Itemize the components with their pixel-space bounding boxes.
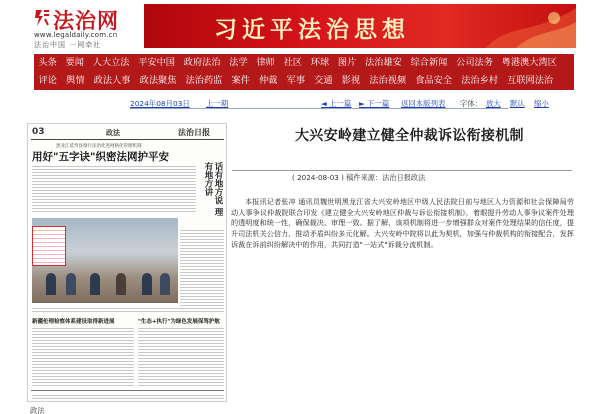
nav-item-gongsi-fawu[interactable]: 公司法务 (456, 57, 493, 68)
nav-item-zonghe-xinwen[interactable]: 综合新闻 (410, 57, 448, 68)
font-large-button[interactable]: 放大 (486, 99, 501, 108)
nav-item-faxue[interactable]: 法学 (229, 57, 248, 68)
paper-text-block (32, 393, 224, 400)
site-logo-text[interactable]: 法治网 (53, 8, 119, 33)
article-body: 本报讯记者张冲 通讯员魏世明黑龙江省大兴安岭地区中级人民法院日前与地区人力资源和社会保障局劳动人事争议仲裁院联合印发《建立健全大兴安岭地区仲裁与诉讼衔接机制》，着眼提升劳动人事争议案件处理的透明度和统一性，确保裁决、审理一致。据了解，该项机制将进一步增强群众对案件处理结果的信任度，提升司法机关公信力，推动矛盾纠纷多元化解。大兴安岭中院将以此为契机，加强与仲裁机构的衔接配合，发挥诉裁在诉前纠纷解决中的作用，共同打造"一站式"诉裁分流机制。 (231, 197, 574, 249)
paper-text-block (32, 164, 196, 214)
issue-date-link[interactable]: 2024年08月03日 (130, 99, 190, 108)
font-default-button[interactable]: 默认 (510, 99, 525, 108)
nav-row-2 (34, 72, 574, 90)
nav-item-pingan-zhongguo[interactable]: 平安中国 (138, 57, 175, 68)
next-article-link[interactable]: ► 下一篇 (359, 99, 390, 108)
nav-item-hulianwang-fazhi[interactable]: 互联网法治 (507, 75, 554, 86)
paper-kicker: 黑龙江延寿县推行法治化进网格化管理机制 (56, 144, 142, 149)
paper-headline-3[interactable]: "生态+执行"为绿色发展保驾护航 (138, 319, 220, 325)
nav-row-1 (34, 54, 574, 72)
nav-item-yuqing[interactable]: 舆情 (66, 75, 85, 86)
logo-icon[interactable] (34, 8, 50, 28)
nav-item-huanqiu[interactable]: 环球 (310, 57, 330, 68)
nav-item-yingshi[interactable]: 影视 (341, 75, 361, 86)
site-header (0, 0, 600, 52)
nav-item-fazhi-shipin[interactable]: 法治视频 (369, 75, 407, 86)
nav-item-toutiao[interactable]: 头条 (38, 57, 57, 68)
nav-item-fazhi-yaojian[interactable]: 法治药监 (185, 75, 223, 86)
paper-bottom-rule (31, 390, 224, 391)
nav-item-anjian[interactable]: 案件 (231, 75, 250, 86)
nav-item-greater-bay-area[interactable]: 粤港澳大湾区 (501, 57, 557, 68)
photo-figure (90, 273, 100, 295)
nav-item-jiaotong[interactable]: 交通 (314, 75, 333, 86)
photo-figure (160, 273, 170, 295)
paper-main-headline[interactable]: 用好"五字诀"织密法网护平安 (32, 151, 169, 163)
nav-item-pinglun[interactable]: 评论 (38, 75, 57, 86)
paper-masthead: 法治日报 (178, 127, 210, 137)
previous-article-link[interactable]: ◄ 上一篇 (321, 99, 352, 108)
paper-headline-2[interactable]: 新疆伦理检察体系建设取得新进展 (32, 319, 115, 325)
photo-figure (46, 273, 56, 295)
banner-title: 习近平法治思想 (214, 16, 410, 43)
main-nav (34, 54, 574, 90)
font-small-button[interactable]: 缩小 (534, 99, 549, 108)
nav-item-junshi[interactable]: 军事 (286, 75, 306, 86)
photo-figure (66, 273, 76, 295)
nav-item-shequ[interactable]: 社区 (283, 57, 302, 68)
paper-text-block (138, 326, 224, 388)
banner-decoration-icon (466, 4, 576, 48)
return-to-list-link[interactable]: 返回本版列表 (401, 99, 446, 108)
nav-item-renda-lifa[interactable]: 人大立法 (92, 57, 130, 68)
nav-item-fazhi-xiangcun[interactable]: 法治乡村 (461, 75, 498, 86)
article-meta: ( 2024-08-03 ) 稿件来源：法治日报政法 (232, 170, 572, 183)
paper-text-block (32, 306, 224, 314)
photo-figure (116, 273, 126, 295)
nav-item-zhengfu-fazhi[interactable]: 政府法治 (183, 57, 221, 68)
paper-text-block (32, 326, 134, 388)
font-size-label: 字体： (460, 99, 483, 108)
site-slogan: 法治中国 一网牵社 (34, 41, 102, 49)
nav-item-zhengfa-renshi[interactable]: 政法人事 (93, 75, 131, 86)
newspaper-page-thumbnail[interactable] (27, 123, 227, 402)
nav-item-lvshi[interactable]: 律师 (256, 57, 275, 68)
paper-page-number: 03 (32, 127, 45, 137)
paper-top-rule (31, 139, 224, 140)
banner[interactable] (144, 4, 576, 48)
nav-item-yaowen[interactable]: 要闻 (65, 57, 84, 68)
paper-highlight-box[interactable] (32, 226, 66, 266)
site-url: www.legaldaily.com.cn (34, 31, 118, 39)
nav-item-zhengfa-jujiao[interactable]: 政法聚焦 (139, 75, 177, 86)
nav-item-zhongcai[interactable]: 仲裁 (259, 75, 278, 86)
toolbar-divider (130, 108, 508, 109)
paper-side-headline[interactable]: 话有地方说 理有地方讲 (203, 162, 223, 216)
photo-figure (142, 273, 152, 295)
nav-item-tupian[interactable]: 图片 (337, 57, 357, 68)
paper-section-name: 政法 (106, 129, 120, 137)
article-toolbar (34, 97, 574, 109)
article-title: 大兴安岭建立健全仲裁诉讼衔接机制 (295, 128, 524, 144)
page-caption: 政法 (30, 406, 45, 414)
nav-item-fazhi-xiongan[interactable]: 法治雄安 (365, 57, 402, 68)
paper-text-block (180, 228, 224, 312)
previous-issue-link[interactable]: 上一期 (206, 99, 229, 108)
nav-item-shipin-anquan[interactable]: 食品安全 (415, 75, 453, 86)
